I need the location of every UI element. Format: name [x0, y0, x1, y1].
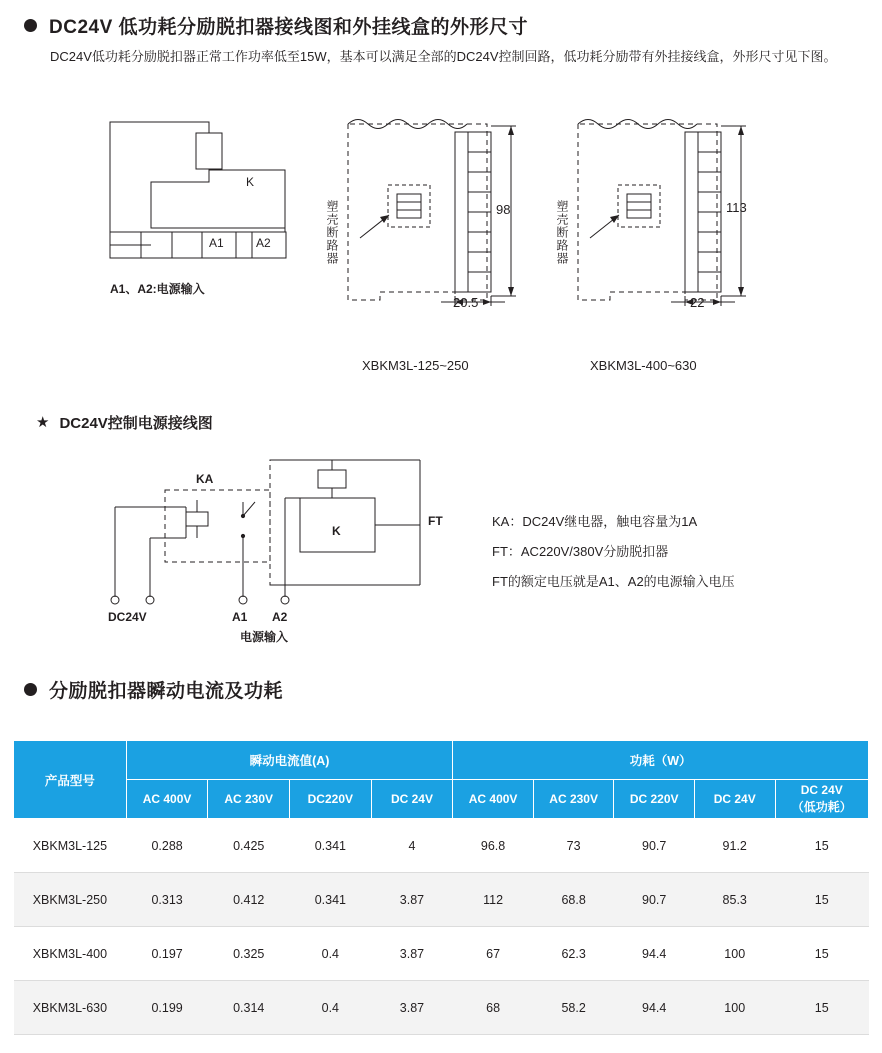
label-dc24v: DC24V: [108, 610, 147, 624]
label-a2-fig2: A2: [272, 610, 288, 624]
cell-model: XBKM3L-630: [14, 981, 127, 1035]
cell-value: 67: [453, 927, 534, 981]
cell-value: 68: [453, 981, 534, 1035]
th-current-ac400: AC 400V: [126, 780, 208, 819]
th-power-ac230: AC 230V: [533, 780, 614, 819]
th-model: 产品型号: [14, 741, 127, 819]
figure-control-power-wiring: [0, 452, 882, 652]
cell-value: 112: [453, 873, 534, 927]
legend-ka: KA：DC24V继电器，触电容量为1A: [492, 514, 698, 529]
label-breaker-vertical-left: 塑壳断路器: [325, 200, 339, 265]
cell-value: 85.3: [694, 873, 775, 927]
table-row: [14, 873, 869, 927]
label-breaker-vertical-right: 塑壳断路器: [555, 200, 569, 265]
cell-value: 100: [694, 981, 775, 1035]
label-ka: KA: [196, 472, 214, 486]
th-power-dc24-low-line1: DC 24V: [800, 782, 843, 797]
intro-paragraph: DC24V低功耗分励脱扣器正常工作功率低至15W，基本可以满足全部的DC24V控制回路，低功耗分励带有外挂接线盒，外形尺寸见下图。: [50, 49, 837, 64]
spec-table-wrapper: [13, 740, 869, 1035]
label-k-fig2: K: [332, 524, 341, 538]
label-a1-left: A1: [209, 236, 224, 250]
dim-height-right: 113: [726, 200, 747, 215]
subsection-title: DC24V控制电源接线图: [59, 415, 213, 432]
table-row: [14, 927, 869, 981]
th-current-dc220: DC220V: [290, 780, 372, 819]
cell-value: 73: [533, 819, 614, 873]
th-power-ac400: AC 400V: [453, 780, 534, 819]
cell-model: XBKM3L-125: [14, 819, 127, 873]
section-title-current-power: 分励脱扣器瞬动电流及功耗: [49, 681, 284, 702]
figure-wiring-and-dimensions: [0, 110, 882, 385]
th-power-dc24-low: [775, 780, 869, 819]
cell-model: XBKM3L-250: [14, 873, 127, 927]
label-a2-left: A2: [256, 236, 271, 250]
cell-value: 100: [694, 927, 775, 981]
cell-value: 58.2: [533, 981, 614, 1035]
cell-value: 68.8: [533, 873, 614, 927]
table-header-group-row: [14, 741, 869, 780]
cell-value: 0.341: [290, 819, 372, 873]
cell-value: 96.8: [453, 819, 534, 873]
cell-value: 0.4: [290, 927, 372, 981]
cell-value: 0.412: [208, 873, 290, 927]
cell-value: 90.7: [614, 873, 695, 927]
cell-value: 0.197: [126, 927, 208, 981]
cell-model: XBKM3L-400: [14, 927, 127, 981]
cell-value: 62.3: [533, 927, 614, 981]
caption-left: XBKM3L-125~250: [362, 358, 469, 373]
cell-value: 0.425: [208, 819, 290, 873]
cell-value: 0.325: [208, 927, 290, 981]
bullet-dot-icon-2: [24, 683, 37, 696]
cell-value: 94.4: [614, 927, 695, 981]
cell-value: 3.87: [371, 981, 453, 1035]
section-heading-dc24v-control: [36, 412, 213, 433]
cell-value: 15: [775, 819, 869, 873]
cell-value: 0.314: [208, 981, 290, 1035]
cell-value: 90.7: [614, 819, 695, 873]
cell-value: 15: [775, 927, 869, 981]
figure1-svg: [0, 110, 882, 385]
star-icon: ★: [36, 414, 50, 431]
label-ft: FT: [428, 514, 443, 528]
spec-table: [13, 740, 869, 1035]
th-group-current: 瞬动电流值(A): [126, 741, 453, 780]
cell-value: 91.2: [694, 819, 775, 873]
cell-value: 0.341: [290, 873, 372, 927]
section-heading-dc24v: [24, 12, 528, 39]
section-heading-current-power: [24, 676, 283, 703]
label-power-input-fig2: 电源输入: [240, 630, 289, 644]
cell-value: 3.87: [371, 873, 453, 927]
dim-width-right: 22: [690, 295, 705, 310]
page-title: DC24V 低功耗分励脱扣器接线图和外挂线盒的外形尺寸: [49, 17, 529, 38]
label-a1-fig2: A1: [232, 610, 248, 624]
note-power-input: A1、A2:电源输入: [110, 282, 205, 296]
th-group-power: 功耗（W）: [453, 741, 869, 780]
th-current-ac230: AC 230V: [208, 780, 290, 819]
cell-value: 0.288: [126, 819, 208, 873]
th-current-dc24: DC 24V: [371, 780, 453, 819]
cell-value: 15: [775, 873, 869, 927]
label-k-left: K: [246, 175, 255, 189]
th-power-dc220: DC 220V: [614, 780, 695, 819]
table-header-sub-row: [14, 780, 869, 819]
dim-width-left: 20.5: [453, 295, 479, 310]
cell-value: 94.4: [614, 981, 695, 1035]
dim-height-left: 98: [496, 202, 511, 217]
th-power-dc24: DC 24V: [694, 780, 775, 819]
cell-value: 0.313: [126, 873, 208, 927]
bullet-dot-icon: [24, 19, 37, 32]
cell-value: 3.87: [371, 927, 453, 981]
cell-value: 15: [775, 981, 869, 1035]
table-row: [14, 819, 869, 873]
cell-value: 0.199: [126, 981, 208, 1035]
table-row: [14, 981, 869, 1035]
legend-ft: FT：AC220V/380V分励脱扣器: [492, 544, 669, 559]
cell-value: 0.4: [290, 981, 372, 1035]
th-power-dc24-low-line2: （低功耗）: [791, 800, 852, 814]
caption-right: XBKM3L-400~630: [590, 358, 697, 373]
cell-value: 4: [371, 819, 453, 873]
legend-ft-voltage: FT的额定电压就是A1、A2的电源输入电压: [492, 574, 735, 589]
